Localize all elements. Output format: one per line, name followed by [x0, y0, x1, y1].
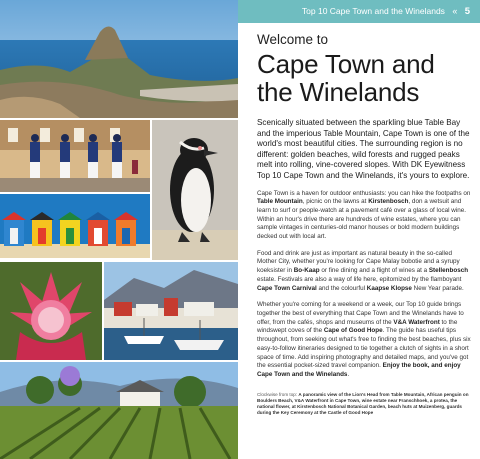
body-paragraph-food: Food and drink are just as important as natural beauty in the so-called Mother City, whether you're looking for Cape Malay bobotie and a syrupy koeksister in Bo-Kaap or fine dining and a flight of wines at a Stellenbosch estate. Festivals are also a way of life here, epitomized by the flamboyant Cape Town Carnival and the colourful Kaapse Klopse New Year parade.	[257, 249, 469, 292]
photo-collage	[0, 0, 238, 459]
running-header	[238, 0, 480, 23]
page-title: Cape Town and the Winelands	[257, 49, 435, 107]
page-number: 5	[464, 6, 470, 17]
photo-wine-estate	[0, 362, 238, 459]
photo-penguin	[152, 120, 238, 260]
article	[257, 32, 473, 416]
body-paragraph-outdoors: Cape Town is a haven for outdoor enthusiasts: you can hike the footpaths on Table Mountain, picnic on the lawns at Kirstenbosch, don a wetsuit and learn to surf or people-watch at a pavement café over a glass of local wine. Within an hour's drive there are hundreds of wine estates, where you can sample vintages in centuries-old manor houses or bold modern buildings decked out with local art.	[257, 189, 471, 241]
event-cape-town-carnival: Cape Town Carnival	[257, 284, 317, 292]
photo-va-waterfront	[104, 262, 238, 360]
section-title: Top 10 Cape Town and the Winelands	[301, 6, 445, 16]
photo-protea	[0, 262, 102, 360]
place-kirstenbosch: Kirstenbosch	[368, 198, 409, 206]
place-bo-kaap: Bo-Kaap	[293, 267, 320, 275]
photo-castle-guards	[0, 120, 150, 192]
place-va-waterfront: V&A Waterfront	[393, 318, 440, 326]
chevron-left-icon: «	[452, 6, 458, 16]
event-kaapse-klopse: Kaapse Klopse	[366, 284, 412, 292]
place-table-mountain: Table Mountain	[257, 198, 303, 206]
place-stellenbosch: Stellenbosch	[428, 267, 469, 275]
photo-beach-huts	[0, 194, 150, 258]
enjoy-closing: Enjoy the book, and enjoy Cape Town and the Winelands	[257, 362, 461, 378]
photo-lions-head	[0, 0, 238, 118]
photo-caption: Clockwise from top: A panoramic view of the Lion's Head from Table Mountain, African penguin on Boulders Beach, V&A Waterfront in Cape Town, wine estate near Franschhoek, a protea, the national flower, at Kirstenbosch National Botanical Garden, beach huts at Muizenberg, guards during the Key Ceremony at the Castle of Good Hope	[257, 391, 469, 415]
lead-paragraph: Scenically situated between the sparkling blue Table Bay and the imperious Table Mountain, Cape Town is one of the world's most beautiful cities. The surrounding region is no different: golden beaches, wild forests and rugged peaks melt into rolling, vine-covered slopes. With DK Eyewitness Top 10 Cape Town and the Winelands, it's yours to explore.	[257, 118, 470, 180]
kicker: Welcome to	[257, 32, 329, 47]
place-cape-of-good-hope: Cape of Good Hope	[323, 327, 383, 335]
body-paragraph-guide: Whether you're coming for a weekend or a week, our Top 10 guide brings together the best of everything that Cape Town and the Winelands have to offer, from the cafés, shops and museums of the V&A Waterfront to the windswept coves of the Cape of Good Hope. The guide has useful tips throughout, from seeking out what's free to finding the best beaches, plus six easy-to-follow itineraries designed to tie together a clutch of sights in a short space of time. Add inspiring photography and detailed maps, and you've got the essential pocket-sized travel companion. Enjoy the book, and enjoy Cape Town and the Winelands.	[257, 301, 471, 378]
